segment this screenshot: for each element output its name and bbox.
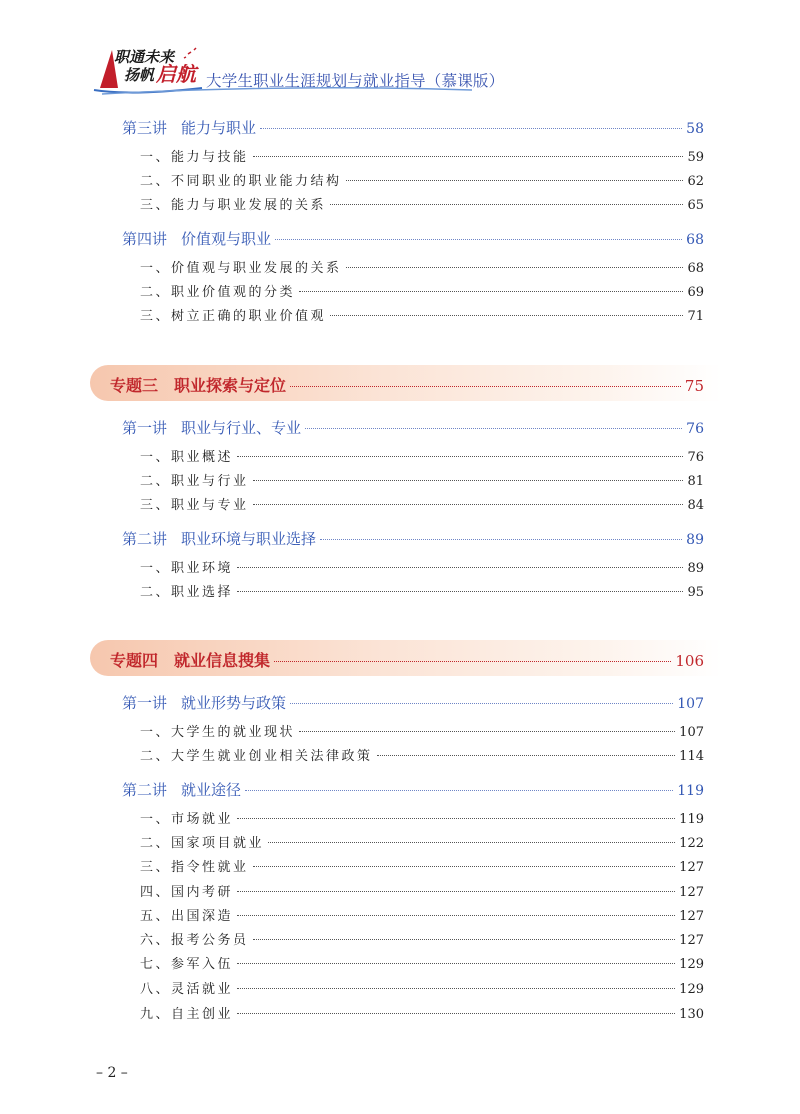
toc-lecture-title: 职业环境与职业选择 bbox=[181, 530, 317, 548]
toc-lecture-number: 第一讲 bbox=[122, 694, 168, 712]
toc-page-number: 76 bbox=[686, 421, 704, 437]
dot-leader bbox=[320, 539, 682, 540]
toc-topic-number: 专题四 bbox=[110, 651, 159, 670]
dot-leader bbox=[253, 939, 676, 940]
toc-page-number: 68 bbox=[687, 261, 704, 276]
dot-leader bbox=[299, 291, 683, 292]
toc-topic-row[interactable] bbox=[110, 373, 704, 396]
logo-brand-text: 启航 bbox=[156, 62, 196, 86]
toc-item-row[interactable] bbox=[140, 905, 704, 924]
dot-leader bbox=[274, 661, 671, 662]
toc-item-row[interactable] bbox=[140, 1003, 704, 1022]
dot-leader bbox=[275, 239, 682, 240]
toc-page-number: 106 bbox=[675, 652, 704, 670]
toc-item-title: 一、大学生的就业现状 bbox=[140, 725, 296, 740]
toc-item-title: 二、大学生就业创业相关法律政策 bbox=[140, 749, 373, 764]
toc-item-row[interactable] bbox=[140, 808, 704, 827]
toc-topic-title: 职业探索与定位 bbox=[174, 376, 287, 395]
toc-page-number: 129 bbox=[679, 957, 704, 972]
toc-page-number: 127 bbox=[679, 933, 704, 948]
toc-page-number: 119 bbox=[677, 783, 704, 799]
toc-item-title: 六、报考公务员 bbox=[140, 933, 249, 948]
toc-page-number: 122 bbox=[679, 836, 704, 851]
toc-page-number: 129 bbox=[679, 982, 704, 997]
dot-leader bbox=[305, 428, 682, 429]
toc-page-number: 58 bbox=[686, 121, 704, 137]
toc-item-row[interactable] bbox=[140, 721, 704, 740]
toc-lecture-title: 就业途径 bbox=[181, 781, 242, 799]
toc-item-row[interactable] bbox=[140, 494, 704, 513]
toc-item-title: 一、能力与技能 bbox=[140, 150, 249, 165]
toc-item-title: 七、参军入伍 bbox=[140, 957, 234, 972]
dot-leader bbox=[377, 755, 676, 756]
logo-slogan-line2: 扬帆 bbox=[124, 66, 155, 84]
toc-item-title: 一、价值观与职业发展的关系 bbox=[140, 261, 342, 276]
toc-item-title: 二、职业价值观的分类 bbox=[140, 285, 296, 300]
dot-leader bbox=[268, 842, 675, 843]
toc-item-row[interactable] bbox=[140, 194, 704, 213]
dot-leader bbox=[245, 790, 673, 791]
toc-lecture-title: 就业形势与政策 bbox=[181, 694, 287, 712]
toc-item-row[interactable] bbox=[140, 470, 704, 489]
toc-item-title: 一、职业环境 bbox=[140, 561, 234, 576]
toc-lecture-title: 职业与行业、专业 bbox=[181, 419, 302, 437]
toc-lecture-number: 第三讲 bbox=[122, 119, 168, 137]
dot-leader bbox=[290, 703, 673, 704]
toc-item-row[interactable] bbox=[140, 257, 704, 276]
toc-page-number: 65 bbox=[687, 198, 704, 213]
toc-page-number: 95 bbox=[687, 585, 704, 600]
toc-item-row[interactable] bbox=[140, 170, 704, 189]
toc-item-title: 三、能力与职业发展的关系 bbox=[140, 198, 327, 213]
toc-lecture-row[interactable] bbox=[122, 417, 704, 438]
dot-leader bbox=[346, 267, 684, 268]
toc-lecture-number: 第二讲 bbox=[122, 530, 168, 548]
toc-item-row[interactable] bbox=[140, 929, 704, 948]
toc-item-title: 五、出国深造 bbox=[140, 909, 234, 924]
toc-page-number: 130 bbox=[679, 1007, 704, 1022]
toc-item-row[interactable] bbox=[140, 978, 704, 997]
toc-item-title: 二、不同职业的职业能力结构 bbox=[140, 174, 342, 189]
toc-page-number: 62 bbox=[687, 174, 704, 189]
dot-leader bbox=[237, 591, 683, 592]
dot-leader bbox=[253, 480, 684, 481]
toc-page-number: 59 bbox=[687, 150, 704, 165]
toc-lecture-title: 能力与职业 bbox=[181, 119, 257, 137]
toc-item-row[interactable] bbox=[140, 281, 704, 300]
toc-topic-title: 就业信息搜集 bbox=[174, 651, 271, 670]
dot-leader bbox=[237, 988, 675, 989]
toc-item-row[interactable] bbox=[140, 446, 704, 465]
toc-page-number: 127 bbox=[679, 909, 704, 924]
toc-page-number: 84 bbox=[687, 498, 704, 513]
toc-lecture-number: 第四讲 bbox=[122, 230, 168, 248]
toc-lecture-row[interactable] bbox=[122, 117, 704, 138]
toc-item-title: 三、树立正确的职业价值观 bbox=[140, 309, 327, 324]
toc-lecture-row[interactable] bbox=[122, 228, 704, 249]
logo-slogan-line1: 职通未来 bbox=[114, 48, 175, 66]
toc-item-row[interactable] bbox=[140, 305, 704, 324]
dot-leader bbox=[237, 963, 675, 964]
toc-page-number: 71 bbox=[687, 309, 704, 324]
dot-leader bbox=[290, 386, 681, 387]
toc-page-number: 69 bbox=[687, 285, 704, 300]
toc-page-number: 119 bbox=[679, 812, 704, 827]
toc-page-number: 76 bbox=[687, 450, 704, 465]
toc-item-title: 三、职业与专业 bbox=[140, 498, 249, 513]
toc-page-number: 68 bbox=[686, 232, 704, 248]
toc-topic-number: 专题三 bbox=[110, 376, 159, 395]
toc-item-title: 二、职业选择 bbox=[140, 585, 234, 600]
toc-lecture-number: 第二讲 bbox=[122, 781, 168, 799]
toc-lecture-number: 第一讲 bbox=[122, 419, 168, 437]
toc-lecture-row[interactable] bbox=[122, 692, 704, 713]
toc-page-number: 81 bbox=[687, 474, 704, 489]
toc-lecture-row[interactable] bbox=[122, 528, 704, 549]
toc-item-row[interactable] bbox=[140, 856, 704, 875]
page-number: – 2 – bbox=[96, 1065, 128, 1081]
toc-page-number: 107 bbox=[677, 696, 704, 712]
toc-item-row[interactable] bbox=[140, 557, 704, 576]
toc-lecture-title: 价值观与职业 bbox=[181, 230, 272, 248]
toc-page-number: 75 bbox=[684, 377, 704, 395]
toc-topic-row[interactable] bbox=[110, 648, 704, 671]
toc-page-number: 127 bbox=[679, 860, 704, 875]
toc-item-row[interactable] bbox=[140, 832, 704, 851]
toc-page-number: 127 bbox=[679, 885, 704, 900]
toc-item-title: 一、职业概述 bbox=[140, 450, 234, 465]
toc-page-number: 114 bbox=[679, 749, 704, 764]
toc-item-title: 八、灵活就业 bbox=[140, 982, 234, 997]
toc-item-row[interactable] bbox=[140, 953, 704, 972]
dot-leader bbox=[253, 156, 684, 157]
toc-item-title: 四、国内考研 bbox=[140, 885, 234, 900]
toc-item-row[interactable] bbox=[140, 881, 704, 900]
dot-leader bbox=[237, 567, 683, 568]
dot-leader bbox=[346, 180, 684, 181]
toc-item-title: 三、指令性就业 bbox=[140, 860, 249, 875]
dot-leader bbox=[253, 866, 676, 867]
book-title: 大学生职业生涯规划与就业指导（慕课版） bbox=[206, 72, 505, 90]
dot-leader bbox=[330, 315, 683, 316]
dot-leader bbox=[237, 1013, 675, 1014]
toc-item-row[interactable] bbox=[140, 581, 704, 600]
toc-item-row[interactable] bbox=[140, 146, 704, 165]
toc-item-title: 二、国家项目就业 bbox=[140, 836, 265, 851]
toc-item-row[interactable] bbox=[140, 745, 704, 764]
toc-page-number: 89 bbox=[687, 561, 704, 576]
dot-leader bbox=[330, 204, 683, 205]
toc-item-title: 一、市场就业 bbox=[140, 812, 234, 827]
dot-leader bbox=[237, 891, 675, 892]
dot-leader bbox=[299, 731, 675, 732]
toc-page-number: 89 bbox=[686, 532, 704, 548]
dot-leader bbox=[237, 915, 675, 916]
toc-item-title: 二、职业与行业 bbox=[140, 474, 249, 489]
toc-page-number: 107 bbox=[679, 725, 704, 740]
dot-leader bbox=[237, 456, 683, 457]
toc-item-title: 九、自主创业 bbox=[140, 1007, 234, 1022]
toc-lecture-row[interactable] bbox=[122, 779, 704, 800]
dot-leader bbox=[253, 504, 684, 505]
dot-leader bbox=[237, 818, 675, 819]
dot-leader bbox=[260, 128, 682, 129]
